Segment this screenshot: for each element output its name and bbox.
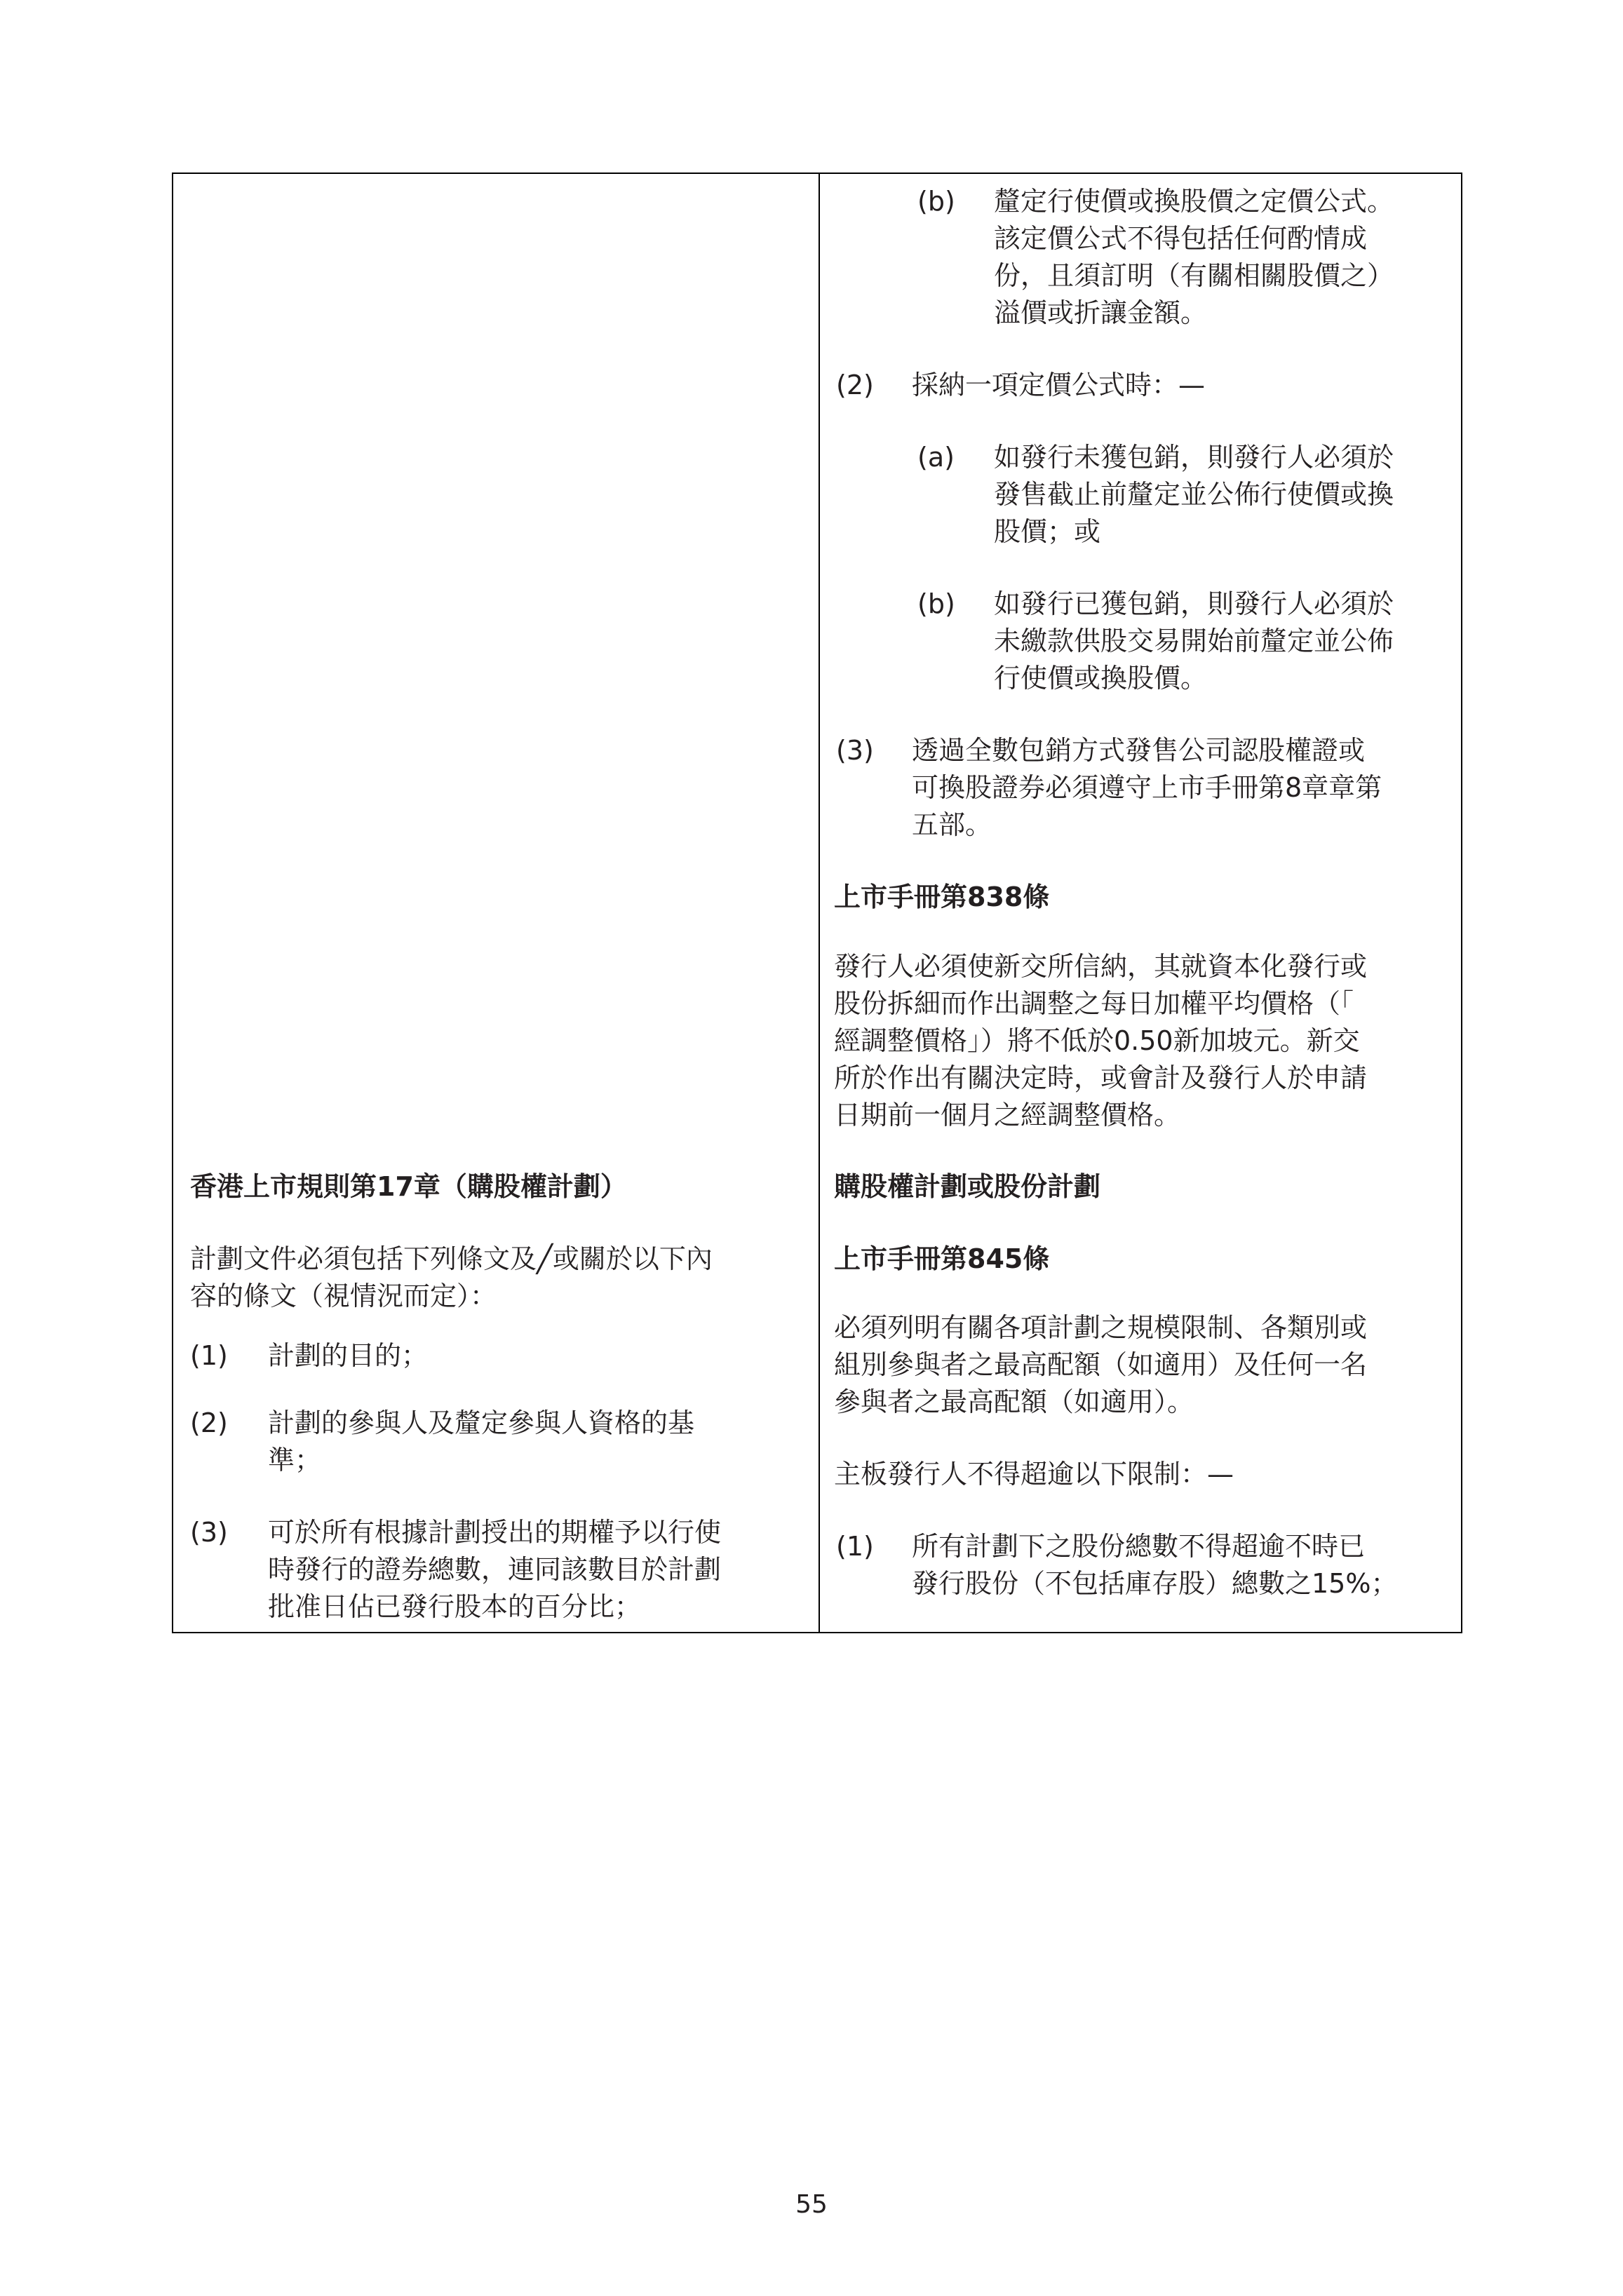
text-line: 經調整價格」）將不低於0.50新加坡元。新交	[834, 1025, 1360, 1056]
text-line: 採納一項定價公式時：—	[912, 370, 1206, 400]
item-marker: (b)	[917, 588, 955, 619]
text-line: 溢價或折讓金額。	[994, 297, 1208, 328]
text-line: 批准日佔已發行股本的百分比；	[268, 1591, 642, 1622]
text-line: 容的條文（視情況而定）：	[190, 1281, 497, 1311]
text-line: 時發行的證券總數，連同該數目於計劃	[268, 1554, 722, 1585]
item-marker: (a)	[917, 442, 955, 473]
page-number: 55	[795, 2190, 828, 2219]
text-line: 必須列明有關各項計劃之規模限制、各類別或	[834, 1312, 1368, 1343]
item-marker: (1)	[836, 1531, 874, 1562]
text-line: 準；	[268, 1445, 322, 1475]
text-line: 如發行未獲包銷，則發行人必須於	[994, 442, 1394, 473]
text-line: 可換股證券必須遵守上市手冊第8章章第	[912, 772, 1382, 803]
text-line: 未繳款供股交易開始前釐定並公佈	[994, 626, 1394, 656]
comparison-table	[172, 173, 1462, 1633]
text-line: 參與者之最高配額（如適用）。	[834, 1386, 1194, 1417]
section-heading: 購股權計劃或股份計劃	[834, 1171, 1101, 1202]
rule-838-heading: 上市手冊第838條	[834, 882, 1050, 912]
text-line: 發行人必須使新交所信納，其就資本化發行或	[834, 951, 1368, 982]
rule-845-heading: 上市手冊第845條	[834, 1243, 1050, 1274]
text-line: 釐定行使價或換股價之定價公式。	[994, 186, 1394, 217]
column-divider	[819, 174, 820, 1632]
text-line: 該定價公式不得包括任何酌情成	[994, 223, 1368, 254]
item-marker: (2)	[190, 1407, 228, 1438]
mainboard-text: 主板發行人不得超逾以下限制：—	[834, 1459, 1234, 1490]
hk-rules-heading: 香港上市規則第17章（購股權計劃）	[190, 1171, 627, 1202]
text-line: 發行股份（不包括庫存股）總數之15%；	[912, 1568, 1398, 1599]
text-line: 行使價或換股價。	[994, 663, 1208, 694]
item-marker: (3)	[836, 735, 874, 766]
text-line: 所於作出有關決定時，或會計及發行人於申請	[834, 1062, 1368, 1093]
text-line: 股份拆細而作出調整之每日加權平均價格（「	[834, 988, 1354, 1019]
text-line: 可於所有根據計劃授出的期權予以行使	[268, 1517, 722, 1548]
item-marker: (2)	[836, 370, 874, 400]
text-line: 五部。	[912, 809, 992, 840]
text-line: 所有計劃下之股份總數不得超逾不時已	[912, 1531, 1366, 1562]
text-line: 計劃文件必須包括下列條文及╱或關於以下內	[190, 1243, 713, 1274]
item-marker: (b)	[917, 186, 955, 217]
item-marker: (3)	[190, 1517, 228, 1548]
item-marker: (1)	[190, 1340, 228, 1371]
text-line: 組別參與者之最高配額（如適用）及任何一名	[834, 1349, 1368, 1380]
text-line: 份，且須訂明（有關相關股價之）	[994, 260, 1394, 291]
text-line: 如發行已獲包銷，則發行人必須於	[994, 588, 1394, 619]
text-line: 透過全數包銷方式發售公司認股權證或	[912, 735, 1366, 766]
text-line: 日期前一個月之經調整價格。	[834, 1100, 1181, 1130]
text-line: 計劃的目的；	[268, 1340, 429, 1371]
text-line: 股價；或	[994, 516, 1101, 547]
text-line: 發售截止前釐定並公佈行使價或換	[994, 479, 1394, 510]
text-line: 計劃的參與人及釐定參與人資格的基	[268, 1407, 695, 1438]
